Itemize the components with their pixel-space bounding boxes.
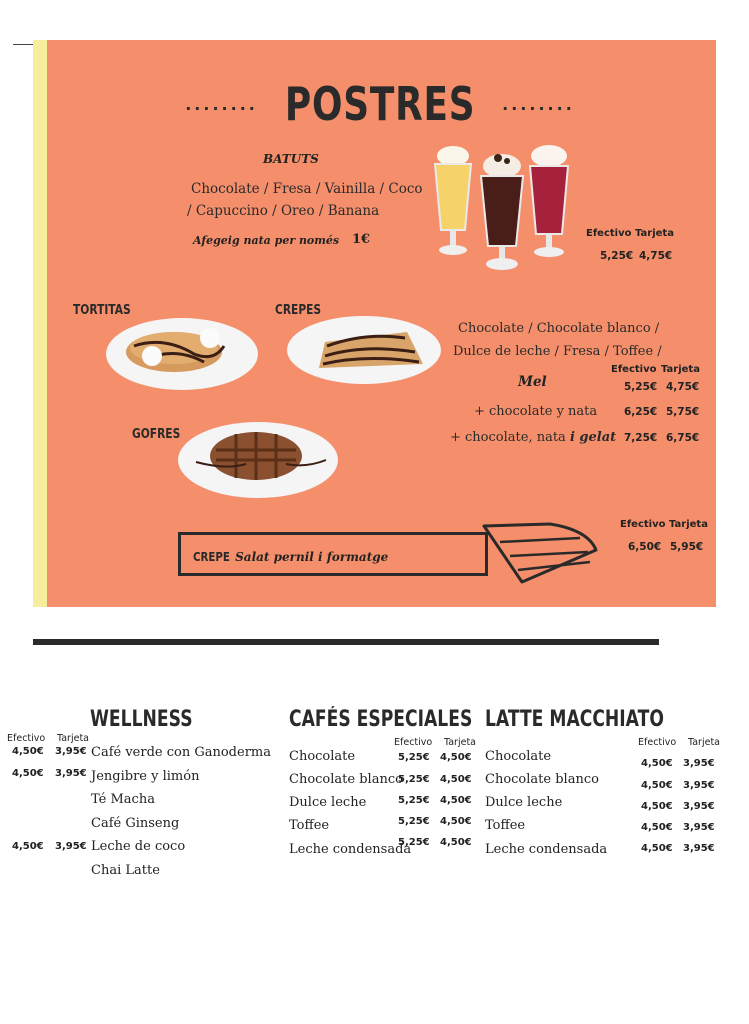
batuts-extra-label: Afegeig nata per només <box>193 234 340 247</box>
crepe-salat-row <box>193 546 388 565</box>
cafes-item-card: 4,50€ <box>440 816 472 827</box>
latte-item-card: 3,95€ <box>683 780 715 791</box>
cafes-heading: CAFÉS ESPECIALES <box>289 707 473 732</box>
wellness-item-card: 3,95€ <box>55 768 87 779</box>
crepes-label: CREPES <box>275 303 322 318</box>
batuts-head-card: Tarjeta <box>635 228 674 239</box>
toppings-row3-card: 6,75€ <box>666 432 700 444</box>
cafes-item: Chocolate <box>289 749 356 764</box>
cafes-item: Leche condensada <box>289 842 412 857</box>
latte-head-card: Tarjeta <box>688 737 720 748</box>
gofres-image <box>176 420 340 500</box>
latte-item-card: 3,95€ <box>683 801 715 812</box>
toppings-head-cash: Efectivo <box>611 364 657 375</box>
batuts-extra-price: 1€ <box>352 232 371 247</box>
wellness-item: Café Ginseng <box>91 816 180 831</box>
latte-item: Leche condensada <box>485 842 608 857</box>
latte-item-card: 3,95€ <box>683 758 715 769</box>
wellness-item: Chai Latte <box>91 863 160 878</box>
section-divider <box>33 639 659 645</box>
wellness-item: Té Macha <box>91 792 155 807</box>
latte-item-cash: 4,50€ <box>641 801 673 812</box>
title-row <box>180 76 580 132</box>
wellness-item-cash: 4,50€ <box>12 768 44 779</box>
batuts-heading: BATUTS <box>263 152 319 166</box>
cafes-item-card: 4,50€ <box>440 837 472 848</box>
toppings-head-card: Tarjeta <box>661 364 700 375</box>
crepe-salat-cash: 6,50€ <box>628 541 662 553</box>
wellness-item-card: 3,95€ <box>55 841 87 852</box>
wellness-item-cash: 4,50€ <box>12 841 44 852</box>
toppings-row1-cash: 5,25€ <box>624 381 658 393</box>
toppings-line-3: Mel <box>518 374 547 390</box>
batuts-flavors-2: / Capuccino / Oreo / Banana <box>187 203 380 219</box>
wellness-head-card: Tarjeta <box>57 733 89 744</box>
tortitas-image <box>104 316 260 392</box>
crepe-salat-card: 5,95€ <box>670 541 704 553</box>
toppings-line-2: Dulce de leche / Fresa / Toffee / <box>453 344 662 359</box>
toppings-row2-label: + chocolate y nata <box>474 404 598 419</box>
wellness-item: Jengibre y limón <box>91 769 200 784</box>
left-accent-strip <box>33 40 47 607</box>
wellness-item: Café verde con Ganoderma <box>91 745 271 760</box>
cafes-head-cash: Efectivo <box>394 737 433 748</box>
cafes-item-card: 4,50€ <box>440 752 472 763</box>
cafes-item-cash: 5,25€ <box>398 816 430 827</box>
toppings-row1-card: 4,75€ <box>666 381 700 393</box>
page-title: POSTRES <box>284 77 476 131</box>
cafes-item: Dulce leche <box>289 795 367 810</box>
cafes-item: Chocolate blanco <box>289 772 403 787</box>
latte-item: Toffee <box>485 818 526 833</box>
gofres-label: GOFRES <box>132 427 181 442</box>
title-dots-right: ........ <box>502 94 575 114</box>
crepe-salat-head-card: Tarjeta <box>669 519 708 530</box>
latte-item: Dulce leche <box>485 795 563 810</box>
wellness-item: Leche de coco <box>91 839 186 854</box>
toppings-row3-italic: i gelat <box>569 430 617 445</box>
crepes-image <box>285 314 443 386</box>
cafes-item-cash: 5,25€ <box>398 752 430 763</box>
latte-head-cash: Efectivo <box>638 737 677 748</box>
toppings-row2-card: 5,75€ <box>666 406 700 418</box>
batuts-head-cash: Efectivo <box>586 228 632 239</box>
cafes-item-card: 4,50€ <box>440 795 472 806</box>
cafes-item-cash: 5,25€ <box>398 774 430 785</box>
tortitas-label: TORTITAS <box>73 303 131 318</box>
cafes-head-card: Tarjeta <box>444 737 476 748</box>
latte-item: Chocolate <box>485 749 552 764</box>
latte-item: Chocolate blanco <box>485 772 599 787</box>
toppings-row3-plain: + chocolate, nata <box>450 430 566 445</box>
latte-item-card: 3,95€ <box>683 843 715 854</box>
wellness-item-cash: 4,50€ <box>12 746 44 757</box>
toppings-row3-cash: 7,25€ <box>624 432 658 444</box>
batuts-price-cash: 5,25€ <box>600 250 634 262</box>
toppings-row2-cash: 6,25€ <box>624 406 658 418</box>
batuts-price-card: 4,75€ <box>639 250 673 262</box>
latte-item-card: 3,95€ <box>683 822 715 833</box>
cafes-item-cash: 5,25€ <box>398 837 430 848</box>
latte-item-cash: 4,50€ <box>641 758 673 769</box>
cafes-item-card: 4,50€ <box>440 774 472 785</box>
batuts-flavors-1: Chocolate / Fresa / Vainilla / Coco <box>191 181 423 197</box>
crepe-outline-icon <box>480 520 602 586</box>
toppings-line-1: Chocolate / Chocolate blanco / <box>458 321 660 336</box>
milkshakes-image <box>428 142 578 274</box>
crepe-salat-desc: Salat pernil i formatge <box>235 550 389 564</box>
cafes-item: Toffee <box>289 818 330 833</box>
latte-item-cash: 4,50€ <box>641 843 673 854</box>
wellness-item-card: 3,95€ <box>55 746 87 757</box>
latte-heading: LATTE MACCHIATO <box>485 707 664 732</box>
cafes-item-cash: 5,25€ <box>398 795 430 806</box>
crepe-salat-label: CREPE <box>193 549 230 564</box>
wellness-head-cash: Efectivo <box>7 733 46 744</box>
title-dots-left: ........ <box>185 94 258 114</box>
latte-item-cash: 4,50€ <box>641 780 673 791</box>
toppings-row3-label <box>450 430 616 445</box>
crepe-salat-head-cash: Efectivo <box>620 519 666 530</box>
wellness-heading: WELLNESS <box>90 707 193 732</box>
latte-item-cash: 4,50€ <box>641 822 673 833</box>
